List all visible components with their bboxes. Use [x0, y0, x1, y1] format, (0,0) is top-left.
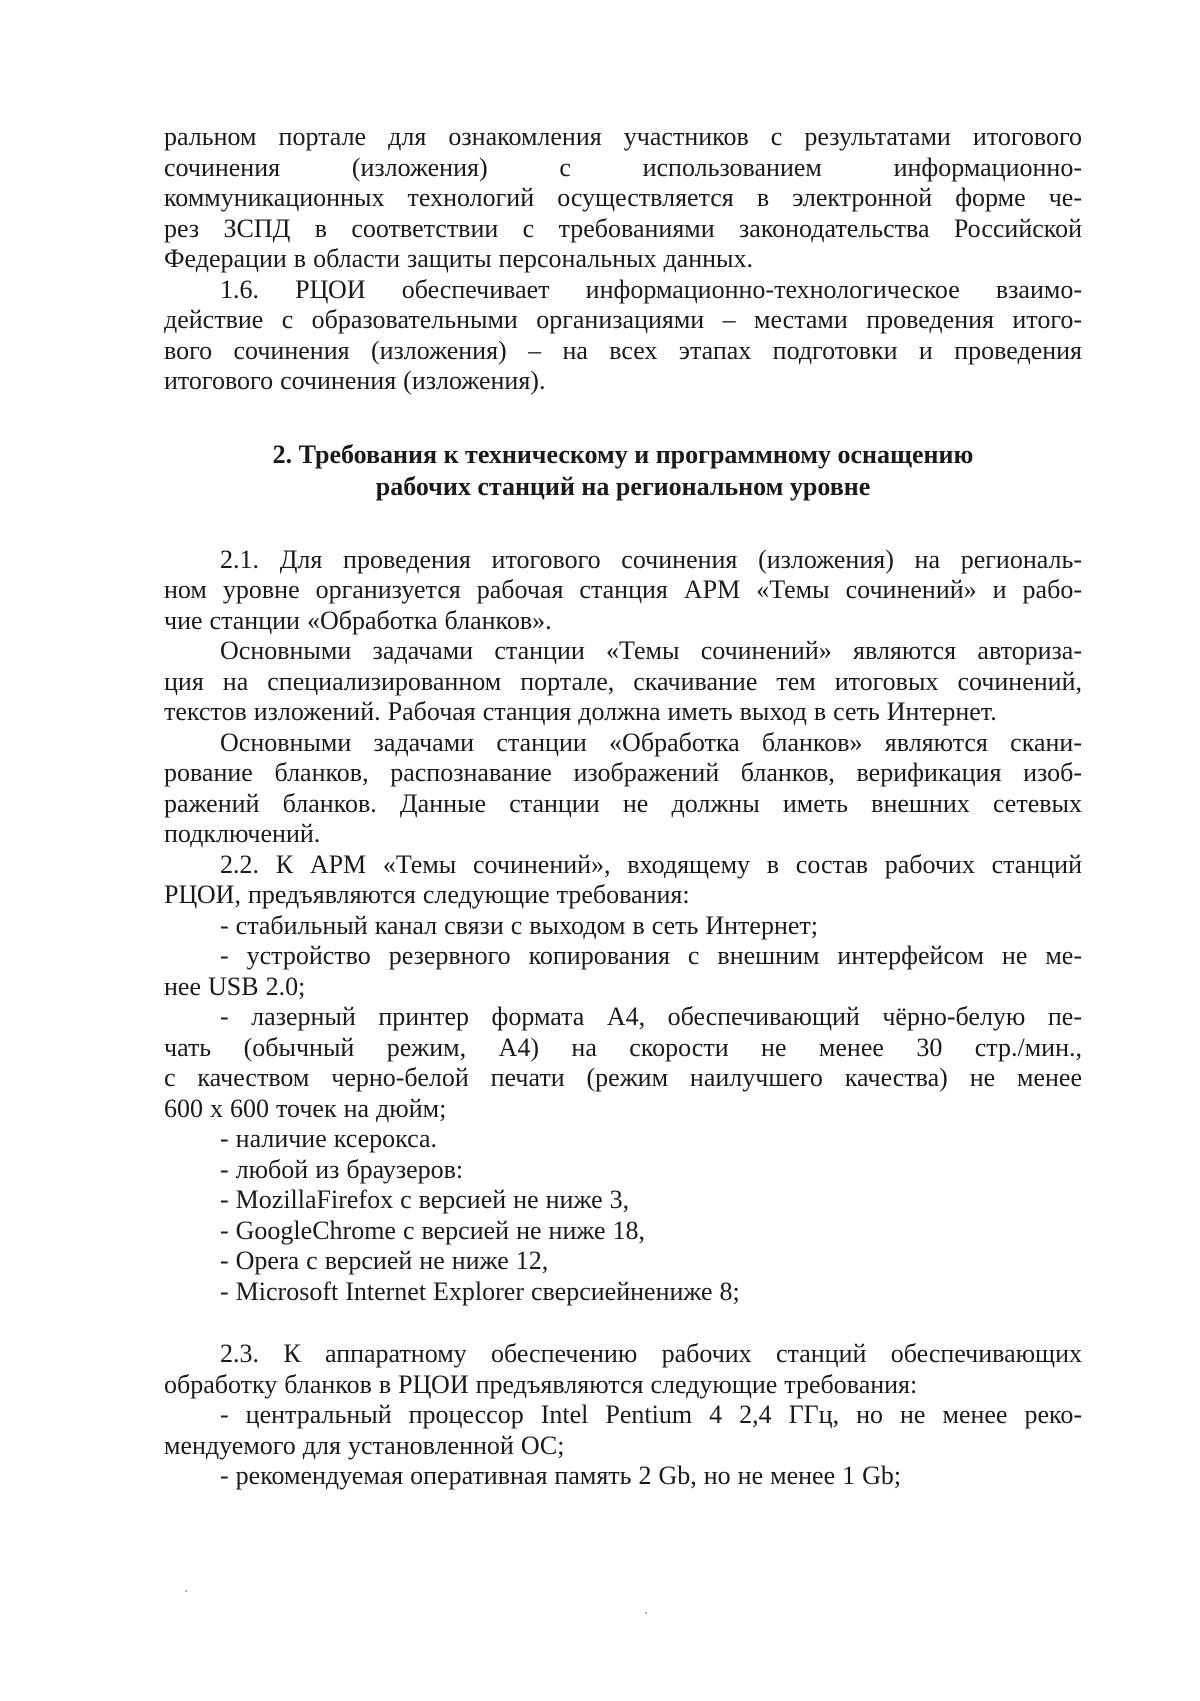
paragraph-2-3 [164, 1339, 1082, 1400]
list-item: - стабильный канал связи с выходом в сеть Интернет; [220, 910, 819, 940]
text-line: подключений. [164, 819, 321, 848]
text-line: ражений бланков. Данные станции не должны иметь внешних сетевых [164, 788, 1082, 818]
spacer [164, 1307, 1082, 1339]
text-line: 2.2. К АРМ «Темы сочинений», входящему в состав рабочих станций [220, 849, 1082, 879]
text-line: рез ЗСПД в соответствии с требованиями законодательства Российской [164, 213, 1082, 243]
paragraph-tasks-themes [164, 636, 1082, 728]
paragraph-portal [164, 122, 1082, 275]
paragraph-tasks-blanks [164, 728, 1082, 850]
browser-item: - Opera с версией не ниже 12, [220, 1246, 549, 1275]
document-body [164, 122, 1082, 1492]
list-item: - центральный процессор Intel Pentium 4 2,4 ГГц, но не менее реко- [220, 1400, 1082, 1429]
list-item: - устройство резервного копирования с внешним интерфейсом не ме- [220, 941, 1082, 970]
text-line: коммуникационных технологий осуществляется в электронной форме че- [164, 183, 1082, 212]
scan-speck [645, 1612, 647, 1614]
paragraph-2-2 [164, 850, 1082, 911]
text-line: действие с образовательными организациями – местами проведения итого- [164, 305, 1082, 334]
list-item-continuation: 600 х 600 точек на дюйм; [164, 1093, 447, 1123]
text-line: ном уровне организуется рабочая станция АРМ «Темы сочинений» и рабо- [164, 575, 1082, 604]
heading-line: рабочих станций на региональном уровне [375, 471, 871, 501]
requirements-list-2-2 [164, 911, 1082, 1308]
text-line: Основными задачами станции «Темы сочинений» являются авториза- [220, 636, 1082, 665]
text-line: 2.3. К аппаратному обеспечению рабочих станций обеспечивающих [220, 1339, 1082, 1368]
paragraph-1-6 [164, 275, 1082, 397]
list-item-continuation: мендуемого для установленной ОС; [164, 1430, 565, 1460]
requirements-list-2-3 [164, 1400, 1082, 1492]
scan-speck [185, 1590, 187, 1592]
browser-item: - Microsoft Internet Explorer сверсиейнениже 8; [220, 1276, 740, 1306]
list-item: - рекомендуемая оперативная память 2 Gb, но не менее 1 Gb; [220, 1461, 902, 1490]
text-line: вого сочинения (изложения) – на всех этапах подготовки и проведения [164, 335, 1082, 365]
list-item: - любой из браузеров: [220, 1154, 464, 1184]
text-line: 1.6. РЦОИ обеспечивает информационно-технологическое взаимо- [220, 274, 1082, 304]
text-line: Основными задачами станции «Обработка бланков» являются скани- [220, 727, 1082, 757]
list-item-continuation: с качеством черно-белой печати (режим наилучшего качества) не менее [164, 1063, 1082, 1092]
list-item-continuation: чать (обычный режим, А4) на скорости не менее 30 стр./мин., [164, 1032, 1082, 1062]
list-item-continuation: нее USB 2.0; [164, 971, 306, 1001]
section-2-heading [164, 439, 1082, 503]
text-line: 2.1. Для проведения итогового сочинения (изложения) на региональ- [220, 544, 1082, 574]
text-line: итогового сочинения (изложения). [164, 366, 546, 395]
text-line: ция на специализированном портале, скачивание тем итоговых сочинений, [164, 666, 1082, 696]
paragraph-2-1 [164, 545, 1082, 637]
text-line: ральном портале для ознакомления участников с результатами итогового [164, 122, 1082, 151]
text-line: чие станции «Обработка бланков». [164, 605, 552, 635]
browser-item: - GoogleChrome с версией не ниже 18, [220, 1215, 646, 1245]
text-line: рование бланков, распознавание изображений бланков, верификация изоб- [164, 758, 1082, 787]
text-line: РЦОИ, предъявляются следующие требования: [164, 880, 690, 909]
list-item: - лазерный принтер формата А4, обеспечивающий чёрно-белую пе- [220, 1002, 1082, 1031]
browser-item: - MozillaFirefox с версией не ниже 3, [220, 1185, 630, 1214]
text-line: обработку бланков в РЦОИ предъявляются следующие требования: [164, 1369, 918, 1399]
text-line: сочинения (изложения) с использованием информационно- [164, 152, 1082, 182]
text-line: текстов изложений. Рабочая станция должна иметь выход в сеть Интернет. [164, 697, 997, 726]
heading-line: 2. Требования к техническому и программному оснащению [272, 439, 974, 469]
list-item: - наличие ксерокса. [220, 1124, 438, 1153]
text-line: Федерации в области защиты персональных данных. [164, 244, 754, 273]
